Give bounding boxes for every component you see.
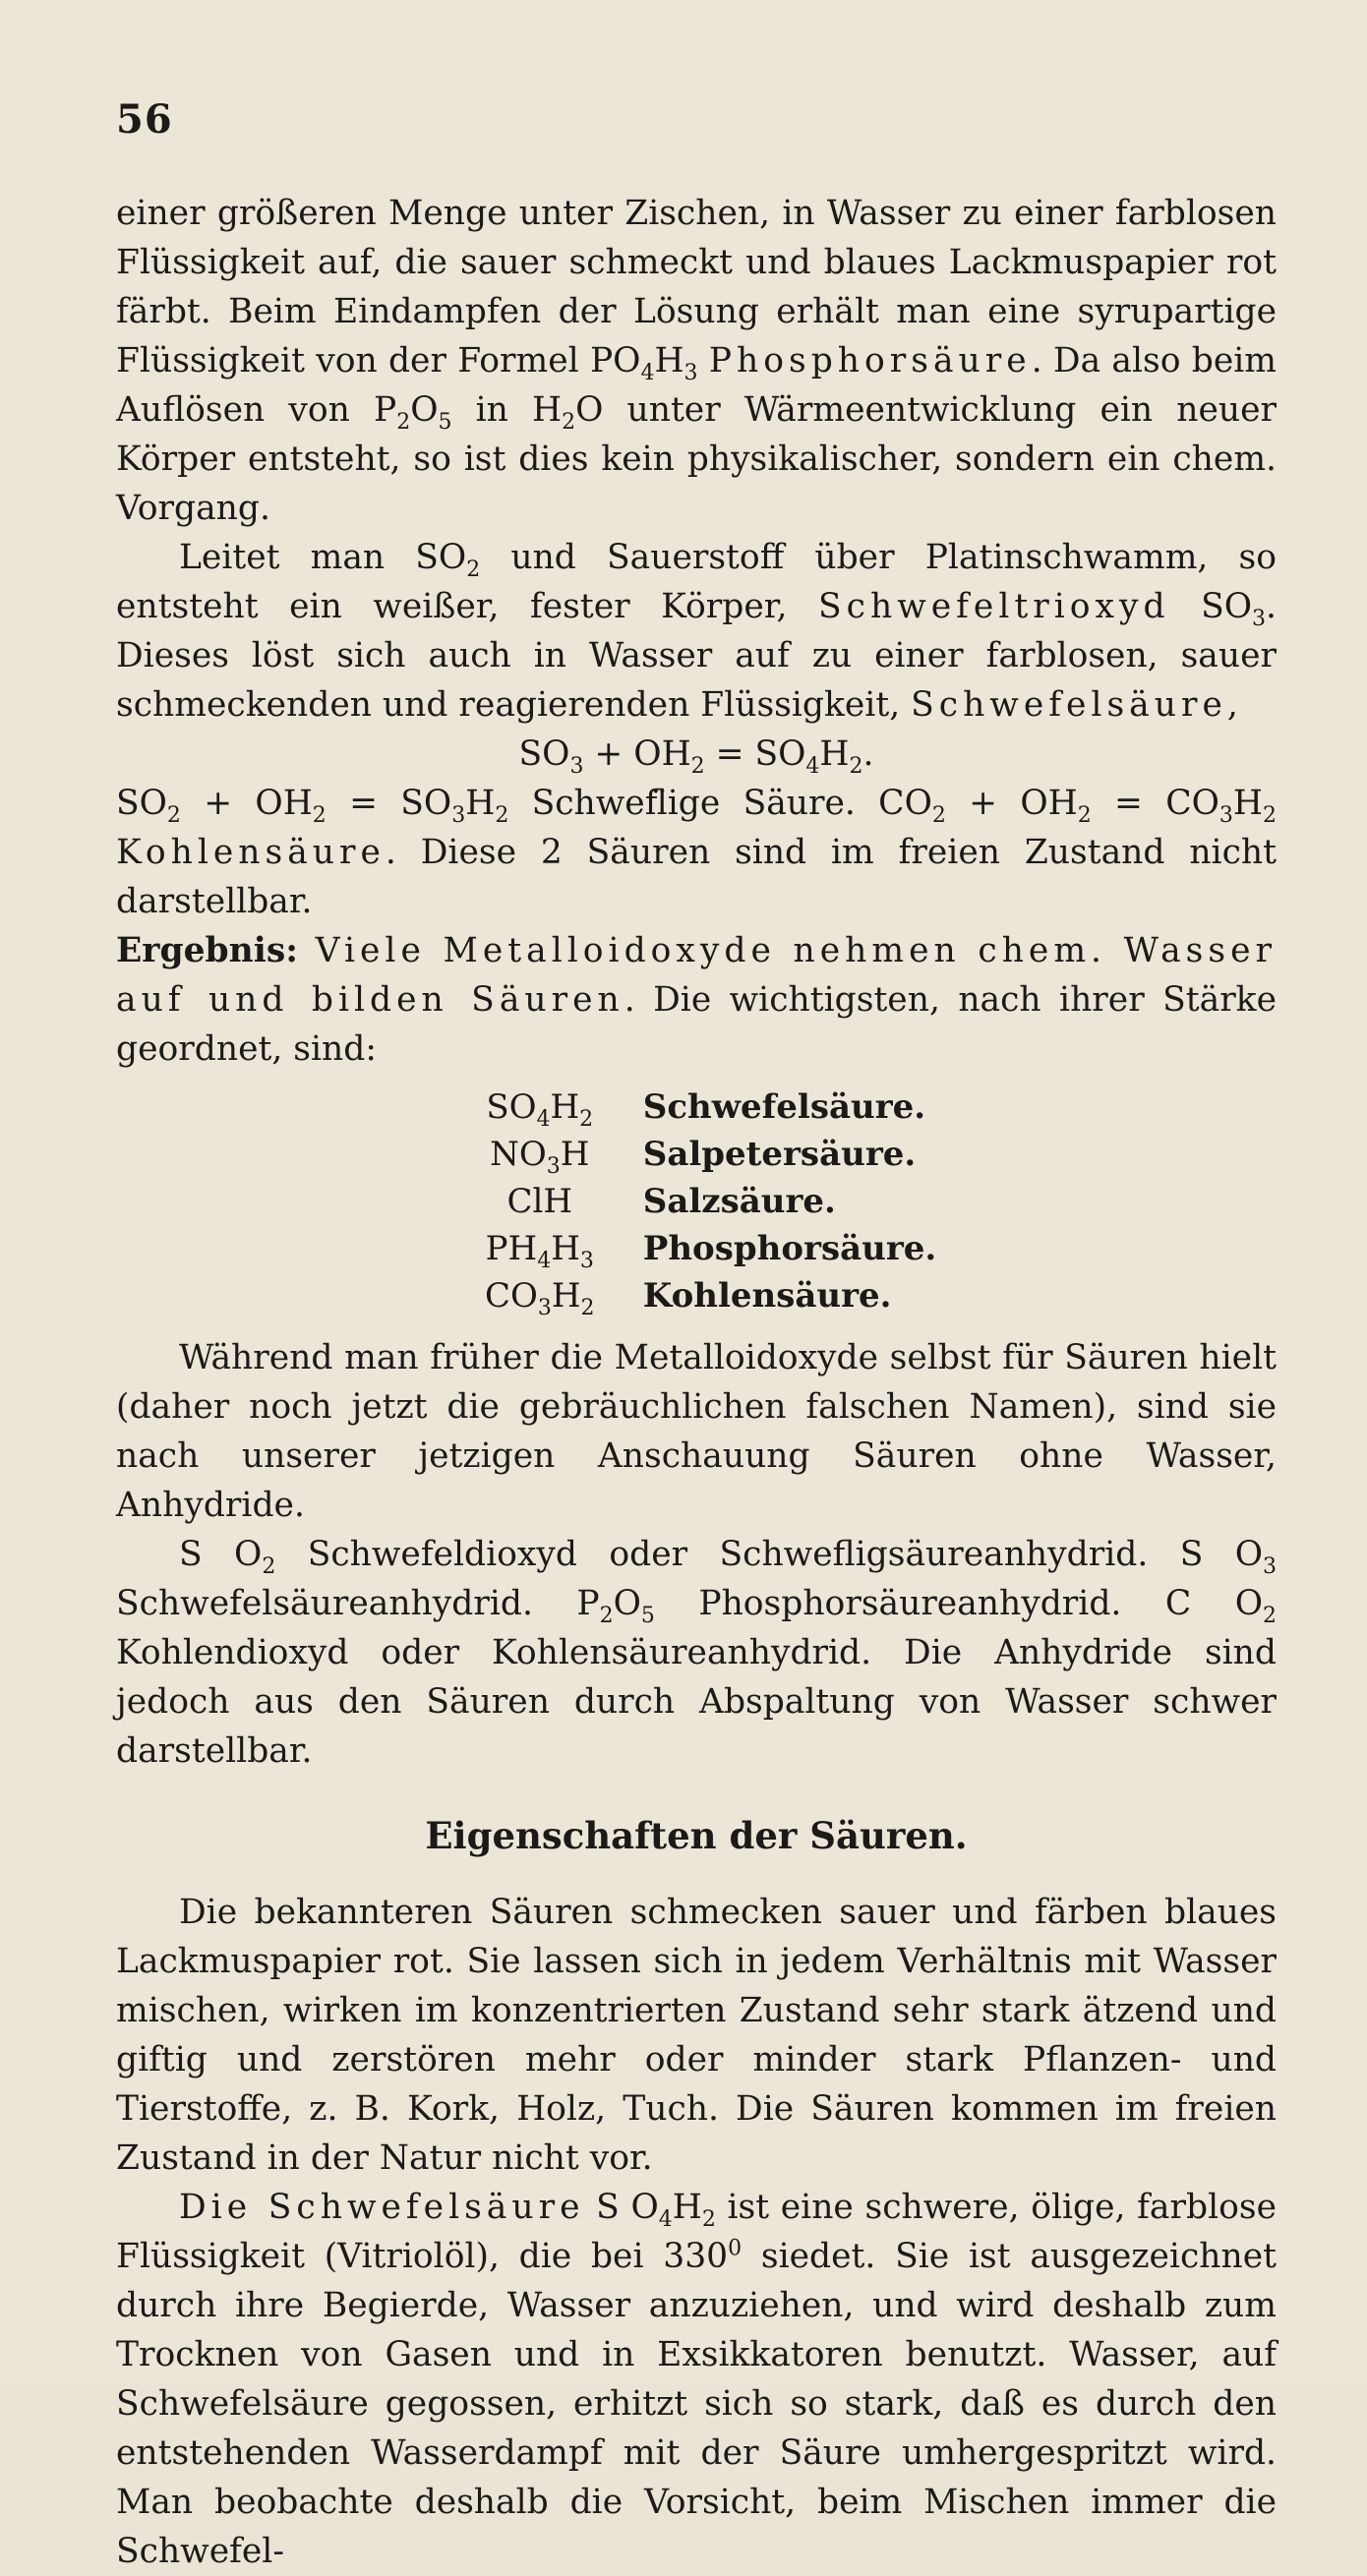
- acid-name: Kohlensäure.: [642, 1276, 892, 1316]
- formula: $SO_2$: [415, 538, 481, 582]
- result-label: Ergebnis:: [116, 931, 299, 970]
- paragraph-7: Die bekannteren Säuren schmecken sauer und färben blaues Lackmuspapier rot. Sie lassen sich in jedem Verhältnis mit Wasser mischen, wirken im konzentrierten Zustand sehr stark ätzend und giftig und zerstören mehr oder minder stark Pflanzen- und Tierstoffe, z. B. Kork, Holz, Tuch. Die Säuren kommen im freien Zustand in der Natur nicht vor.: [116, 1893, 1277, 2178]
- paragraph-2: Leitet man $SO_2$ und Sauerstoff über Platinschwamm, so entsteht ein weißer, fester Körper, Schwefeltrioxyd $SO_3$. Dieses löst sich auch in Wasser auf zu einer farblosen, sauer schmeckenden und reagierenden Flüssigkeit, Schwefelsäure,: [116, 538, 1277, 725]
- formula: $P_2O_5$: [373, 390, 452, 435]
- emphasis: Phosphorsäure: [708, 341, 1032, 381]
- formula: $SO_3$: [1201, 587, 1267, 631]
- emphasis: Viele Metalloidoxyde nehmen chem. Wasser auf und bilden Säuren: [116, 931, 1277, 1020]
- acid-formula: $CO_3H_2$: [484, 1276, 595, 1320]
- emphasis: Schwefelsäure: [911, 685, 1227, 725]
- acid-name: Schwefelsäure.: [642, 1087, 926, 1127]
- acid-formula: $NO_3H$: [490, 1135, 590, 1179]
- acid-row: [446, 1083, 946, 1131]
- acid-row: [446, 1225, 946, 1272]
- emphasis: Schwefeltrioxyd: [818, 587, 1170, 626]
- acid-table: [446, 1083, 946, 1319]
- text: einer größeren Menge unter Zischen, in Wasser zu einer farblosen Flüssigkeit auf, die sauer schmeckt und blaues Lackmuspapier rot färbt. Beim Eindampfen der Lösung erhält man eine syrupartige Flüssigkeit von der Formel: [116, 194, 1277, 381]
- paragraph-1: einer größeren Menge unter Zischen, in Wasser zu einer farblosen Flüssigkeit auf, die sauer schmeckt und blaues Lackmuspapier rot färbt. Beim Eindampfen der Lösung erhält man eine syrupartige Flüssigkeit von der Formel $PO_4H_3$ Phosphorsäure. Da also beim Auflösen von $P_2O_5$ in $H_2O$ unter Wärmeentwicklung ein neuer Körper entsteht, so ist dies kein physikalischer, sondern ein chem. Vorgang.: [116, 194, 1278, 528]
- page-number: 56: [116, 96, 173, 143]
- formula: $H_2O$: [532, 390, 604, 435]
- emphasis: Kohlensäure: [116, 833, 386, 872]
- acid-row: [446, 1272, 946, 1319]
- paragraph-3: $SO_2 + OH_2 = SO_3H_2$ Schwefl̈ige Säure. $CO_2 + OH_2 = CO_3H_2$ Kohlensäure. Diese 2 Säuren sind im freien Zustand nicht darstellbar.: [116, 784, 1278, 921]
- section-heading: Eigenschaften der Säuren.: [425, 1814, 968, 1857]
- emphasis: Die Schwefelsäure: [179, 2188, 585, 2227]
- page-body: [116, 189, 1277, 2576]
- paragraph-6: S $O_2$ Schwefeldioxyd oder Schwefligsäureanhydrid. S $O_3$ Schwefelsäureanhydrid. $P_2O_5$ Phosphorsäureanhydrid. C $O_2$ Kohlendioxyd oder Kohlensäureanhydrid. Die Anhydride sind jedoch aus den Säuren durch Abspaltung von Wasser schwer darstellbar.: [116, 1535, 1278, 1771]
- acid-name: Salpetersäure.: [642, 1135, 917, 1174]
- acid-row: [446, 1131, 946, 1178]
- acid-formula: $SO_4H_2$: [486, 1087, 594, 1132]
- equation-1: $SO_3 + OH_2 = SO_4H_2$.: [518, 734, 874, 779]
- paragraph-4: Ergebnis: Viele Metalloidoxyde nehmen chem. Wasser auf und bilden Säuren. Die wichtigsten, nach ihrer Stärke geordnet, sind:: [116, 931, 1278, 1069]
- formula: $PO_4H_3$: [589, 341, 698, 385]
- paragraph-8: Die Schwefelsäure S $O_4H_2$ ist eine schwere, ölige, farblose Flüssigkeit (Vitriolöl), die bei $330^0$ siedet. Sie ist ausgezeichnet durch ihre Begierde, Wasser anzuziehen, und wird deshalb zum Trocknen von Gasen und in Exsikkatoren benutzt. Wasser, auf Schwefelsäure gegossen, erhitzt sich so stark, daß es durch den entstehenden Wasserdampf mit der Säure umhergespritzt wird. Man beobachte deshalb die Vorsicht, beim Mischen immer die Schwefel-: [116, 2188, 1278, 2571]
- paragraph-5: Während man früher die Metalloidoxyde selbst für Säuren hielt (daher noch jetzt die gebräuchlichen falschen Namen), sind sie nach unserer jetzigen Anschauung Säuren ohne Wasser, Anhydride.: [116, 1338, 1277, 1525]
- acid-name: Salzsäure.: [642, 1182, 836, 1221]
- acid-row: [446, 1178, 946, 1225]
- acid-formula: ClH: [506, 1182, 573, 1221]
- acid-formula: $PH_4H_3$: [485, 1229, 594, 1273]
- acid-name: Phosphorsäure.: [642, 1229, 937, 1268]
